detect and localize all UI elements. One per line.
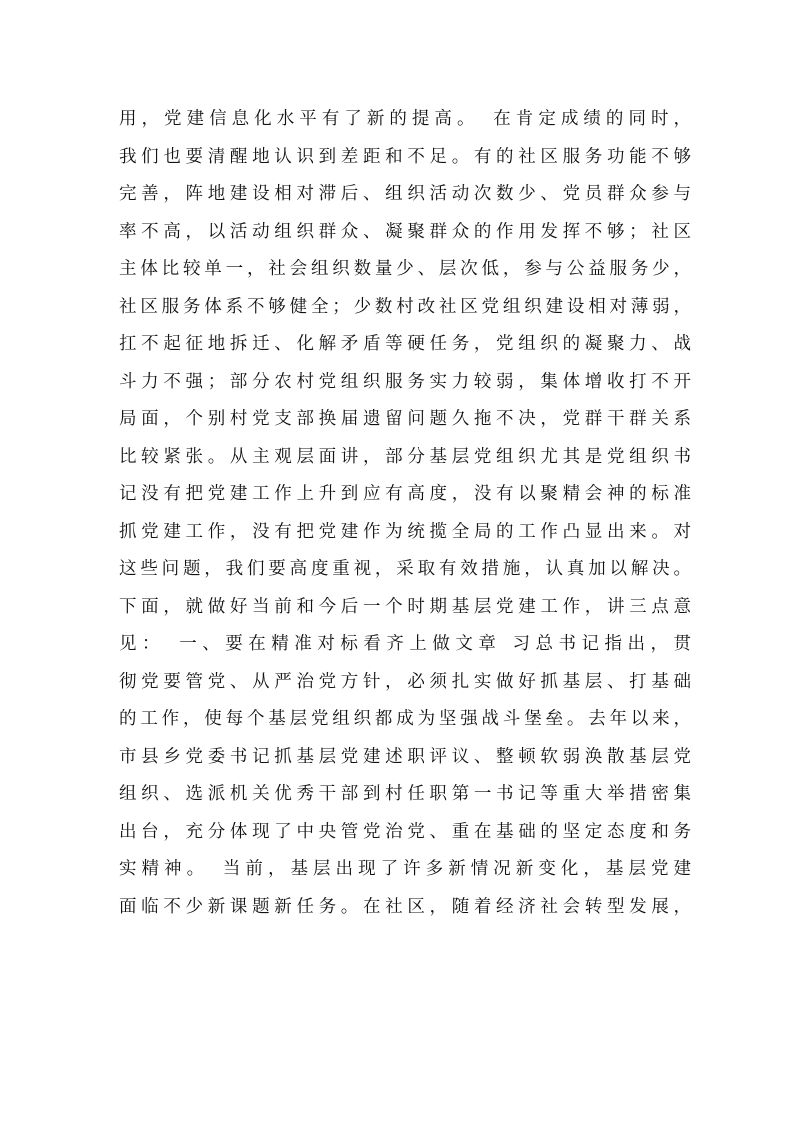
text-line: 率不高，以活动组织群众、凝聚群众的作用发挥不够；社区	[119, 221, 691, 242]
text-line: 完善，阵地建设相对滞后、组织活动次数少、党员群众参与	[119, 184, 691, 204]
text-line: 主体比较单一，社会组织数量少、层次低，参与公益服务少，	[119, 259, 691, 279]
text-line: 比较紧张。从主观层面讲，部分基层党组织尤其是党组织书	[119, 446, 691, 467]
text-line: 面临不少新课题新任务。在社区，随着经济社会转型发展，	[119, 896, 691, 917]
text-line: 社区服务体系不够健全；少数村改社区党组织建设相对薄弱，	[119, 296, 691, 317]
text-line: 实精神。 当前，基层出现了许多新情况新变化，基层党建	[119, 859, 691, 879]
text-line: 扛不起征地拆迁、化解矛盾等硬任务，党组织的凝聚力、战	[119, 334, 691, 354]
text-line: 出台，充分体现了中央管党治党、重在基础的坚定态度和务	[119, 821, 691, 842]
text-line: 局面，个别村党支部换届遗留问题久拖不决，党群干群关系	[119, 409, 691, 429]
text-line: 的工作，使每个基层党组织都成为坚强战斗堡垒。去年以来，	[119, 709, 691, 729]
text-line: 斗力不强；部分农村党组织服务实力较弱，集体增收打不开	[119, 371, 691, 392]
text-line: 下面，就做好当前和今后一个时期基层党建工作，讲三点意	[119, 596, 691, 617]
text-line: 用，党建信息化水平有了新的提高。 在肯定成绩的同时，	[119, 109, 691, 129]
text-line: 组织、选派机关优秀干部到村任职第一书记等重大举措密集	[119, 784, 691, 804]
text-line: 见： 一、要在精准对标看齐上做文章 习总书记指出，贯	[119, 634, 691, 654]
body-paragraph	[119, 101, 691, 926]
text-line: 市县乡党委书记抓基层党建述职评议、整顿软弱涣散基层党	[119, 746, 691, 767]
text-line: 记没有把党建工作上升到应有高度，没有以聚精会神的标准	[119, 484, 691, 504]
text-line: 这些问题，我们要高度重视，采取有效措施，认真加以解决。	[119, 559, 691, 579]
text-line: 我们也要清醒地认识到差距和不足。有的社区服务功能不够	[119, 146, 691, 167]
text-line: 彻党要管党、从严治党方针，必须扎实做好抓基层、打基础	[119, 671, 691, 692]
text-line: 抓党建工作，没有把党建作为统揽全局的工作凸显出来。对	[119, 521, 691, 542]
